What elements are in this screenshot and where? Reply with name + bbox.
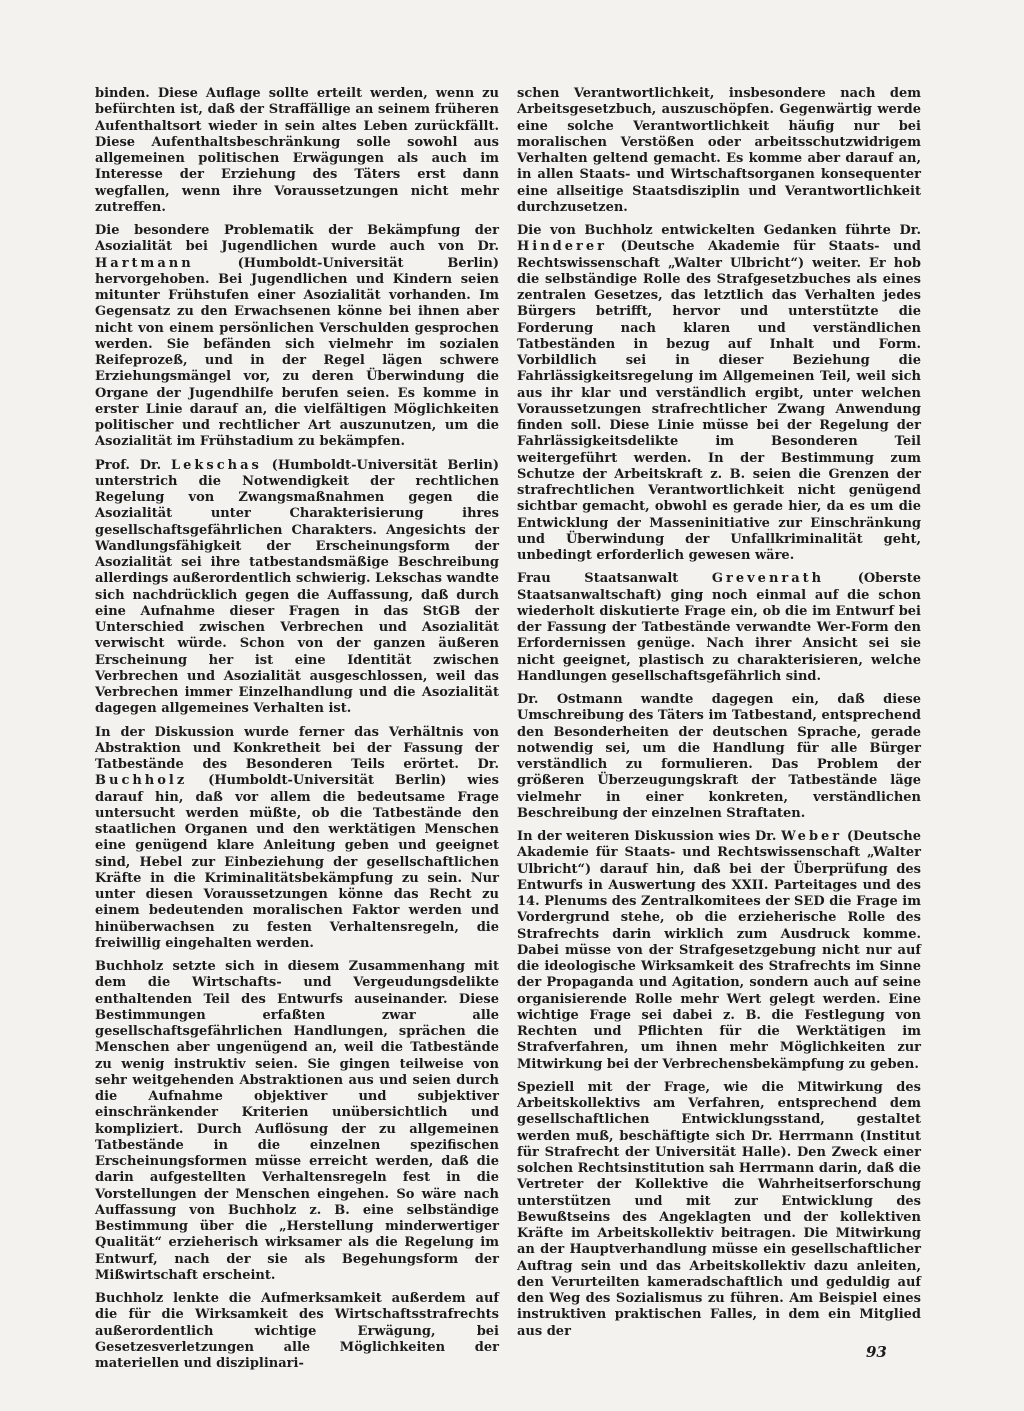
paragraph: Die besondere Problematik der Bekämpfung der Asozialität bei Jugendlichen wurde auch von Dr. Hartmann (Humboldt-Universität Berlin) hervorgehoben. Bei Jugendlichen und Kindern seien mitunter Frühstufen einer Asozialität vorhanden. Im Gegensatz zu den Erwachsenen könne bei ihnen aber nicht von einem persönlichen Verschulden gesprochen werden. Sie befänden sich vielmehr im sozialen Reifeprozeß, und in der Regel lägen schwere Erziehungsmängel vor, zu deren Überwindung die Organe der Jugendhilfe berufen seien. Es komme in erster Linie darauf an, die vielfältigen Möglichkeiten politischer und rechtlicher Art auszunutzen, um die Asozialität im Frühstadium zu bekämpfen. xyxy=(95,223,499,450)
paragraph: Dr. Ostmann wandte dagegen ein, daß diese Umschreibung des Täters im Tatbestand, entsprechend den Besonderheiten der deutschen Sprache, gerade notwendig sei, um die Handlung für alle Bürger verständlich zu formulieren. Das Problem der größeren Überzeugungskraft der Tatbestände läge vielmehr in einer konkreten, verständlichen Beschreibung der einzelnen Straftaten. xyxy=(517,692,921,821)
paragraph: Prof. Dr. Lekschas (Humboldt-Universität Berlin) unterstrich die Notwendigkeit der rechtlichen Regelung von Zwangsmaßnahmen gegen die Asozialität unter Charakterisierung ihres gesellschaftsgefährlichen Charakters. Angesichts der Wandlungsfähigkeit der Erscheinungsform der Asozialität sei ihre tatbestandsmäßige Beschreibung allerdings außerordentlich schwierig. Lekschas wandte sich nachdrücklich gegen die Auffassung, daß durch eine Aufnahme dieser Fragen in das StGB der Unterschied zwischen Verbrechen und Asozialität verwischt würde. Schon von der ganzen äußeren Erscheinung her ist eine Identität zwischen Verbrechen und Asozialität ausgeschlossen, weil das Verbrechen immer Einzelhandlung und die Asozialität dagegen allgemeines Verhalten ist. xyxy=(95,457,499,717)
page-number: 93 xyxy=(866,1343,887,1361)
paragraph: schen Verantwortlichkeit, insbesondere nach dem Arbeitsgesetzbuch, auszuschöpfen. Gegenwärtig werde eine solche Verantwortlichkeit häufig nur bei moralischen Verstößen oder arbeitsschutzwidrigem Verhalten geltend gemacht. Es komme aber darauf an, in allen Staats- und Wirtschaftsorganen konsequenter eine allseitige Staatsdisziplin und Verantwortlichkeit durchzusetzen. xyxy=(517,86,921,215)
left-column xyxy=(95,86,499,1379)
paragraph: Buchholz setzte sich in diesem Zusammenhang mit dem die Wirtschafts- und Vergeudungsdelikte enthaltenden Teil des Entwurfs auseinander. Diese Bestimmungen erfaßten zwar alle gesellschaftsgefährlichen Handlungen, sprächen die Menschen aber ungenügend an, weil die Tatbestände zu wenig instruktiv seien. Sie gingen teilweise von sehr weitgehenden Abstraktionen aus und seien durch die Aufnahme objektiver und subjektiver einschränkender Kriterien unübersichtlich und kompliziert. Durch Auflösung der zu allgemeinen Tatbestände in die einzelnen spezifischen Erscheinungsformen müsse erreicht werden, daß die darin aufgestellten Verhaltensregeln fest in die Vorstellungen der Menschen eingehen. So wäre nach Auffassung von Buchholz z. B. eine selbständige Bestimmung über die „Herstellung minderwertiger Qualität“ erzieherisch wirksamer als die Regelung im Entwurf, nach der sie als Begehungsform der Mißwirtschaft erscheint. xyxy=(95,959,499,1283)
right-column xyxy=(517,86,921,1347)
paragraph: In der weiteren Diskussion wies Dr. Weber (Deutsche Akademie für Staats- und Rechtswissenschaft „Walter Ulbricht“) darauf hin, daß bei der Überprüfung des Entwurfs in Auswertung des XXII. Parteitages und des 14. Plenums des Zentralkomitees der SED die Frage im Vordergrund stehe, ob die erzieherische Rolle des Strafrechts darin wirklich zum Ausdruck komme. Dabei müsse von der Strafgesetzgebung nicht nur auf die ideologische Wirksamkeit des Strafrechts im Sinne der Propaganda und Agitation, sondern auch auf seine organisierende Rolle mehr Wert gelegt werden. Eine wichtige Frage sei dabei z. B. die Festlegung von Rechten und Pflichten für die Werktätigen im Strafverfahren, um ihnen mehr Möglichkeiten zur Mitwirkung bei der Verbrechensbekämpfung zu geben. xyxy=(517,829,921,1072)
paragraph: Buchholz lenkte die Aufmerksamkeit außerdem auf die für die Wirksamkeit des Wirtschaftsstrafrechts außerordentlich wichtige Erwägung, bei Gesetzesverletzungen alle Möglichkeiten der materiellen und disziplinari- xyxy=(95,1291,499,1371)
spaced-name: Hartmann xyxy=(95,255,194,271)
paragraph: Frau Staatsanwalt Grevenrath (Oberste Staatsanwaltschaft) ging noch einmal auf die schon wiederholt diskutierte Frage ein, ob die im Entwurf bei der Fassung der Tatbestände verwandte Wer-Form den Erfordernissen genüge. Nach ihrer Ansicht sei sie nicht geeignet, plastisch zu charakterisieren, welche Handlungen gesellschaftsgefährlich sind. xyxy=(517,571,921,684)
spaced-name: Lekschas xyxy=(171,457,262,473)
paragraph: Die von Buchholz entwickelten Gedanken führte Dr. Hinderer (Deutsche Akademie für Staats- und Rechtswissenschaft „Walter Ulbricht“) weiter. Er hob die selbständige Rolle des Strafgesetzbuches als eines zentralen Gesetzes, das letztlich das Verhalten jedes Bürgers betrifft, hervor und unterstützte die Forderung nach klaren und verständlichen Tatbeständen in bezug auf Inhalt und Form. Vorbildlich sei in dieser Beziehung die Fahrlässigkeitsregelung im Allgemeinen Teil, weil sich aus ihr klar und verständlich ergibt, unter welchen Voraussetzungen strafrechtlicher Zwang Anwendung finden soll. Diese Linie müsse bei der Regelung der Fahrlässigkeitsdelikte im Besonderen Teil weitergeführt werden. In der Bestimmung zum Schutze der Arbeitskraft z. B. seien die Grenzen der strafrechtlichen Verantwortlichkeit nicht genügend sichtbar gemacht, obwohl es gerade hier, da es um die Entwicklung der Masseninitiative zur Einschränkung und Überwindung der Unfallkriminalität geht, unbedingt erforderlich gewesen wäre. xyxy=(517,223,921,563)
paragraph: Speziell mit der Frage, wie die Mitwirkung des Arbeitskollektivs am Verfahren, entsprechend dem gesellschaftlichen Entwicklungsstand, gestaltet werden muß, beschäftigte sich Dr. Herrmann (Institut für Strafrecht der Universität Halle). Den Zweck einer solchen Rechtsinstitution sah Herrmann darin, daß die Vertreter der Kollektive die Wahrheitserforschung unterstützen und mit zur Entwicklung des Bewußtseins des Angeklagten und der kollektiven Kräfte im Arbeitskollektiv beitragen. Die Mitwirkung an der Hauptverhandlung müsse ein gesellschaftlicher Auftrag sein und das Arbeitskollektiv dazu anleiten, den Verurteilten kameradschaftlich und geduldig auf den Weg des Sozialismus zu führen. Am Beispiel eines instruktiven praktischen Falles, in dem ein Mitglied aus der xyxy=(517,1079,921,1339)
paragraph: binden. Diese Auflage sollte erteilt werden, wenn zu befürchten ist, daß der Straffällige an seinem früheren Aufenthaltsort wieder in sein altes Leben zurückfällt. Diese Aufenthaltsbeschränkung solle sowohl aus allgemeinen politischen Erwägungen als auch im Interesse der Erziehung des Täters erst dann wegfallen, wenn ihre Voraussetzungen nicht mehr zutreffen. xyxy=(95,86,499,215)
spaced-name: Grevenrath xyxy=(711,571,825,587)
spaced-name: Hinderer xyxy=(517,239,608,255)
spaced-name: Buchholz xyxy=(95,773,188,789)
paragraph: In der Diskussion wurde ferner das Verhältnis von Abstraktion und Konkretheit bei der Fassung der Tatbestände des Besonderen Teils erörtet. Dr. Buchholz (Humboldt-Universität Berlin) wies darauf hin, daß vor allem die bedeutsame Frage untersucht werden müßte, ob die Tatbestände den staatlichen Organen und den werktätigen Menschen eine genügend klare Anleitung geben und geeignet sind, Hebel zur Einbeziehung der gesellschaftlichen Kräfte in die Kriminalitätsbekämpfung zu sein. Nur unter diesen Voraussetzungen könne das Recht zu einem bedeutenden moralischen Faktor werden und hinüberwachsen zu festen Verhaltensregeln, die freiwillig eingehalten werden. xyxy=(95,724,499,951)
spaced-name: Weber xyxy=(781,829,843,844)
